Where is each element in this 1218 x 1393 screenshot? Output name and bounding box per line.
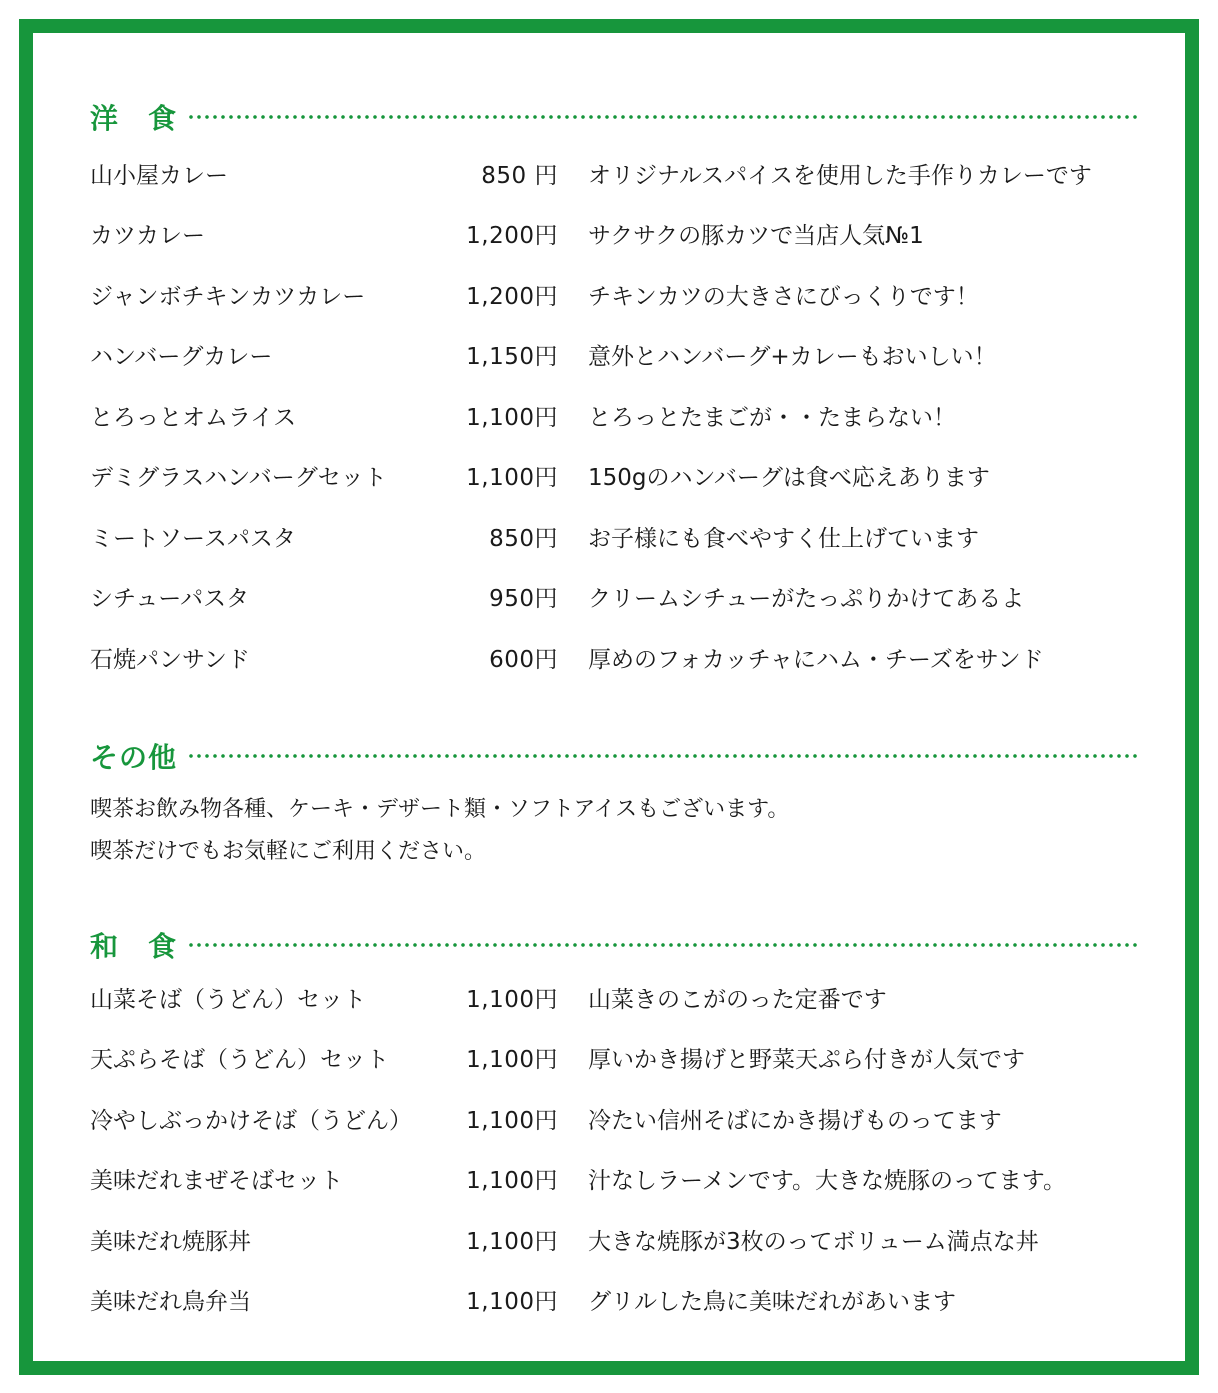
menu-item (90, 1224, 1150, 1260)
menu-item-name: 石焼パンサンド (90, 647, 250, 673)
menu-item (90, 460, 1150, 496)
menu-item (90, 1103, 1150, 1139)
menu-item-name: シチューパスタ (90, 586, 250, 612)
menu-item-description: チキンカツの大きさにびっくりです！ (588, 284, 979, 310)
menu-item (90, 982, 1150, 1018)
dotted-divider (187, 943, 1140, 947)
menu-item (90, 279, 1150, 315)
menu-item (90, 581, 1150, 617)
menu-item-name: 天ぷらそば（うどん）セット (90, 1047, 389, 1073)
menu-item-description: 意外とハンバーグ+カレーもおいしい！ (588, 344, 997, 370)
menu-item-price: 1,200円 (466, 223, 558, 249)
menu-item (90, 400, 1150, 436)
menu-item-name: デミグラスハンバーグセット (90, 465, 387, 491)
menu-item (90, 218, 1150, 254)
other-note-line: 喫茶だけでもお気軽にご利用ください。 (90, 839, 487, 864)
menu-item-name: 美味だれまぜそばセット (90, 1168, 343, 1194)
japanese-section-header (90, 925, 1140, 965)
menu-item (90, 1284, 1150, 1320)
menu-item (90, 158, 1150, 194)
menu-item-name: 冷やしぶっかけそば（うどん） (90, 1108, 412, 1134)
menu-item-price: 850円 (489, 526, 558, 552)
menu-item-price: 1,100円 (466, 405, 558, 431)
menu-item-price: 1,150円 (466, 344, 558, 370)
japanese-section-title: 和 食 (90, 930, 178, 963)
menu-item-description: お子様にも食べやすく仕上げています (588, 526, 979, 552)
menu-item (90, 339, 1150, 375)
menu-item-description: 山菜きのこがのった定番です (588, 987, 887, 1013)
menu-item-price: 1,200円 (466, 284, 558, 310)
other-section-header (90, 736, 1140, 776)
menu-item-name: とろっとオムライス (90, 405, 297, 431)
menu-item-name: 山小屋カレー (90, 163, 228, 189)
menu-item-description: オリジナルスパイスを使用した手作りカレーです (588, 163, 1092, 189)
menu-item-description: 厚いかき揚げと野菜天ぷら付きが人気です (588, 1047, 1025, 1073)
menu-item-price: 950円 (489, 586, 558, 612)
menu-item-price: 1,100円 (466, 1289, 558, 1315)
menu-item-description: クリームシチューがたっぷりかけてあるよ (588, 586, 1025, 612)
menu-item-name: ジャンボチキンカツカレー (90, 284, 366, 310)
menu-item (90, 1042, 1150, 1078)
menu-item-description: 厚めのフォカッチャにハム・チーズをサンド (588, 647, 1044, 673)
menu-item-name: 美味だれ鳥弁当 (90, 1289, 251, 1315)
menu-item-description: 150gのハンバーグは食べ応えあります (588, 465, 990, 491)
menu-item (90, 1163, 1150, 1199)
menu-item (90, 642, 1150, 678)
menu-item-price: 1,100円 (466, 465, 558, 491)
menu-item-name: ハンバーグカレー (90, 344, 273, 370)
menu-item-description: 冷たい信州そばにかき揚げものってます (588, 1108, 1002, 1134)
menu-item (90, 521, 1150, 557)
menu-item-price: 1,100円 (466, 987, 558, 1013)
menu-item-price: 1,100円 (466, 1229, 558, 1255)
menu-item-price: 600円 (489, 647, 558, 673)
menu-item-name: 山菜そば（うどん）セット (90, 987, 366, 1013)
western-section-title: 洋 食 (90, 102, 178, 135)
menu-item-name: カツカレー (90, 223, 205, 249)
other-note-line: 喫茶お飲み物各種、ケーキ・デザート類・ソフトアイスもございます。 (90, 797, 790, 822)
menu-item-price: 1,100円 (466, 1108, 558, 1134)
other-section-title: その他 (90, 741, 178, 774)
menu-item-description: サクサクの豚カツで当店人気№1 (588, 223, 924, 249)
menu-item-description: グリルした鳥に美味だれがあいます (588, 1289, 956, 1315)
western-section-header (90, 97, 1140, 137)
menu-item-description: 汁なしラーメンです。大きな焼豚のってます。 (588, 1168, 1066, 1194)
menu-item-description: 大きな焼豚が3枚のってボリューム満点な丼 (588, 1229, 1039, 1255)
menu-item-name: ミートソースパスタ (90, 526, 296, 552)
menu-item-price: 850 円 (481, 163, 558, 189)
dotted-divider (187, 115, 1140, 119)
menu-item-price: 1,100円 (466, 1047, 558, 1073)
dotted-divider (187, 754, 1140, 758)
menu-item-price: 1,100円 (466, 1168, 558, 1194)
menu-item-name: 美味だれ焼豚丼 (90, 1229, 251, 1255)
menu-item-description: とろっとたまごが・・たまらない！ (588, 405, 956, 431)
